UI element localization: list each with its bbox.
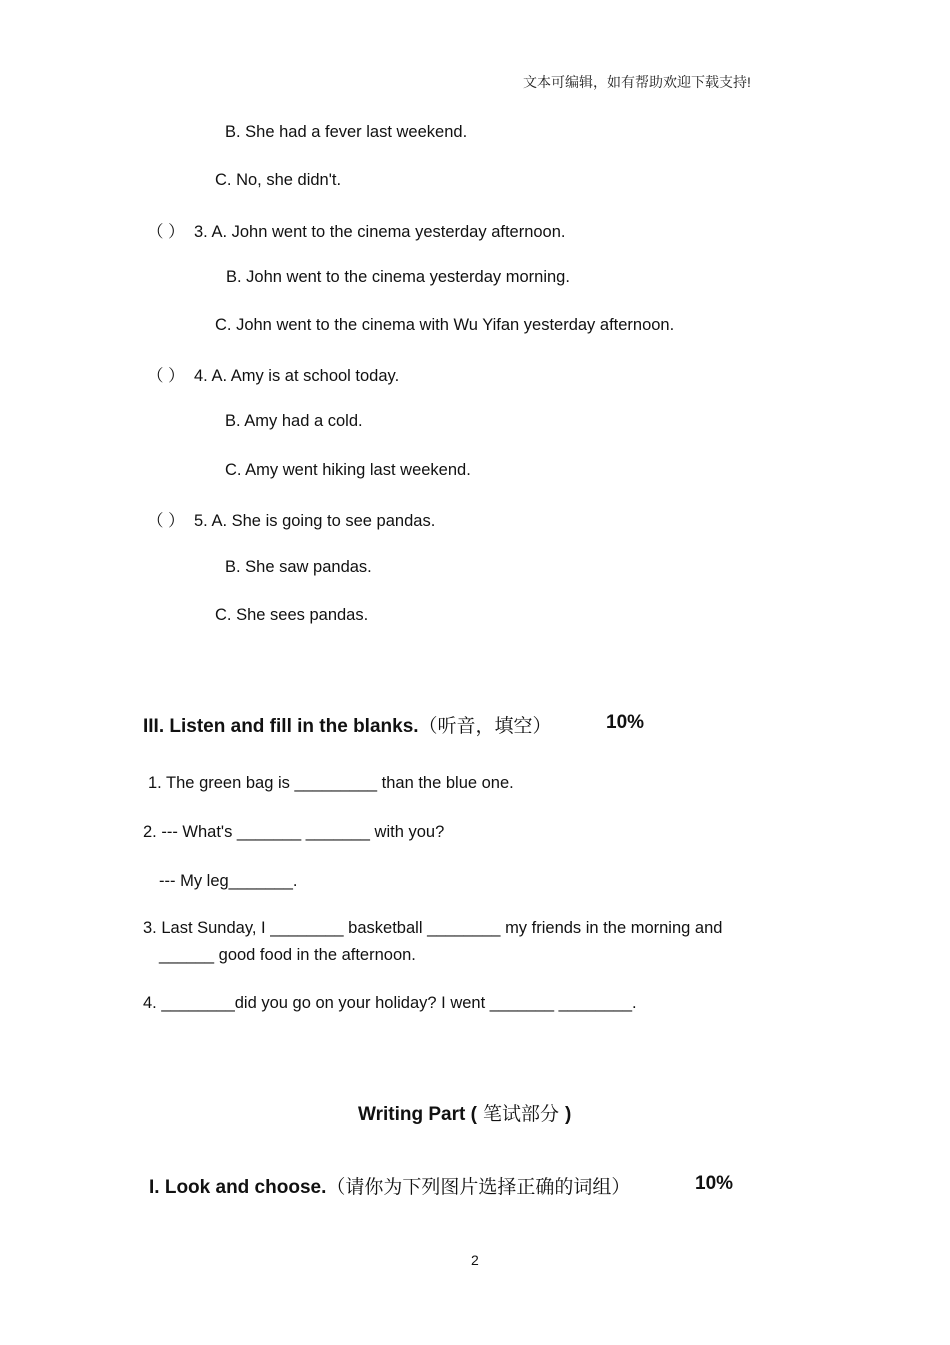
q4-option-c: C. Amy went hiking last weekend.: [225, 461, 471, 479]
q4-option-a: A. Amy is at school today.: [211, 367, 400, 385]
writing-title-end: ): [565, 1104, 572, 1125]
q5-option-c: C. She sees pandas.: [215, 606, 369, 624]
q2-option-c: C. No, she didn't.: [215, 171, 342, 189]
q3-option-a: A. John went to the cinema yesterday afternoon.: [211, 223, 566, 241]
q5-option-a: A. She is going to see pandas.: [211, 512, 436, 530]
fill-item-2: 2. --- What's _______ _______ with you?: [143, 823, 445, 841]
q3-option-b: B. John went to the cinema yesterday morning.: [226, 268, 570, 286]
question-5: [147, 507, 435, 531]
q4-option-b: B. Amy had a cold.: [225, 412, 363, 430]
section-3-score: 10%: [606, 712, 645, 733]
answer-paren[interactable]: （ ）: [147, 367, 185, 385]
writing-part-heading: [358, 1099, 571, 1126]
section-1-title: I. Look and choose.: [149, 1177, 327, 1198]
fill-item-4: 4. ________did you go on your holiday? I went _______ ________.: [143, 994, 637, 1012]
question-4: [147, 362, 399, 386]
writing-title: Writing Part (: [358, 1104, 477, 1125]
question-3: [147, 218, 566, 242]
q3-option-c: C. John went to the cinema with Wu Yifan yesterday afternoon.: [215, 316, 675, 334]
page-number: 2: [471, 1252, 479, 1268]
question-number: 5.: [194, 512, 208, 530]
fill-item-3-cont: ______ good food in the afternoon.: [159, 946, 416, 964]
section-1-title-cn: （请你为下列图片选择正确的词组）: [326, 1176, 631, 1198]
section-1-heading: [149, 1172, 630, 1199]
writing-title-cn: 笔试部分: [476, 1103, 566, 1125]
question-number: 4.: [194, 367, 208, 385]
answer-paren[interactable]: （ ）: [147, 223, 185, 241]
header-note: 文本可编辑，如有帮助欢迎下载支持!: [523, 74, 751, 90]
fill-item-2-answer: --- My leg_______.: [159, 872, 298, 890]
section-3-heading: [143, 711, 552, 738]
section-1-score: 10%: [695, 1173, 734, 1194]
section-3-title-cn: （听音，填空）: [418, 715, 552, 737]
fill-item-1: 1. The green bag is _________ than the blue one.: [148, 774, 514, 792]
q5-option-b: B. She saw pandas.: [225, 558, 372, 576]
section-3-title: III. Listen and fill in the blanks.: [143, 716, 419, 737]
question-number: 3.: [194, 223, 208, 241]
answer-paren[interactable]: （ ）: [147, 512, 185, 530]
fill-item-3: 3. Last Sunday, I ________ basketball ________ my friends in the morning and: [143, 919, 723, 937]
q2-option-b: B. She had a fever last weekend.: [225, 123, 468, 141]
